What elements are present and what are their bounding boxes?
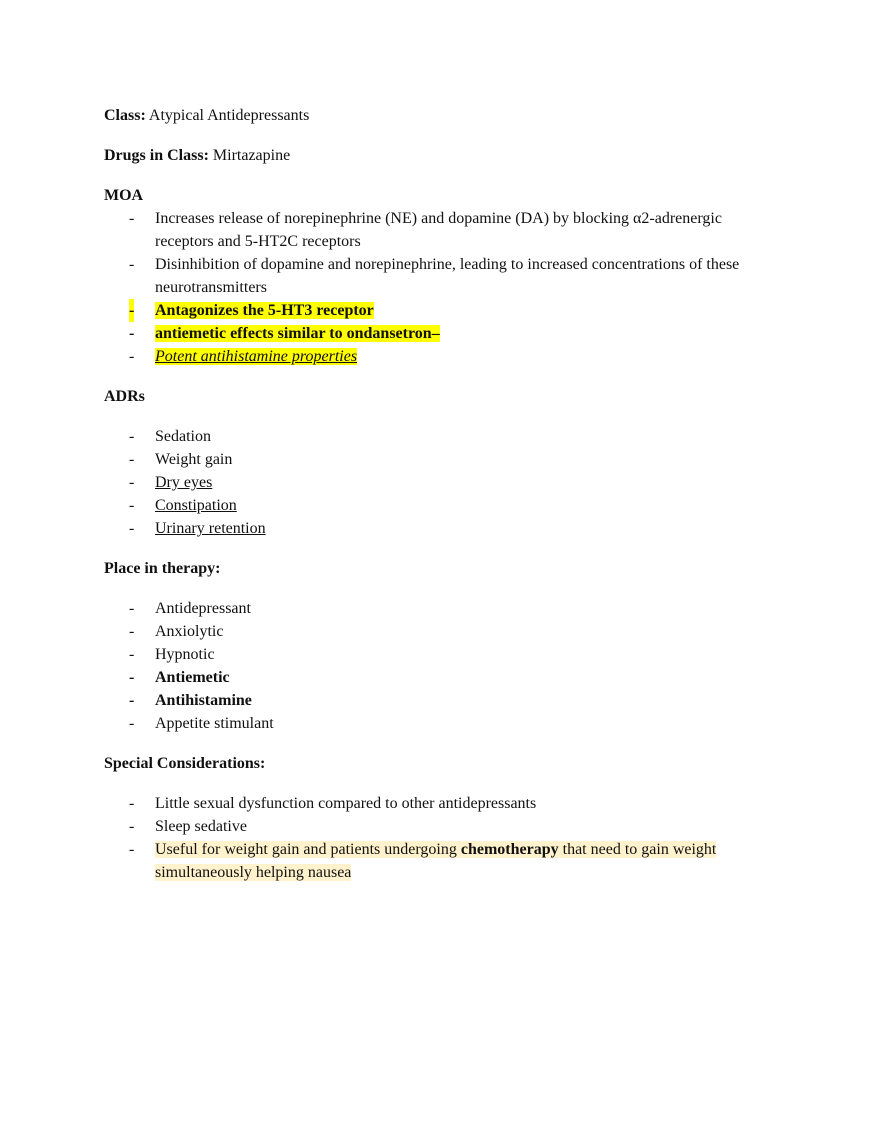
adrs-heading: ADRs — [104, 388, 145, 405]
list-item: - Antidepressant — [129, 600, 251, 617]
list-item: - Weight gain — [129, 451, 233, 468]
moa-sublist — [104, 322, 784, 345]
list-item: - Dry eyes — [129, 474, 213, 491]
special-heading: Special Considerations: — [104, 755, 266, 772]
class-label: Class: — [104, 107, 146, 124]
moa-heading: MOA — [104, 187, 144, 204]
list-item: - Little sexual dysfunction compared to other antidepressants — [129, 795, 537, 812]
moa-list — [104, 207, 784, 322]
list-item: - Hypnotic — [129, 646, 215, 663]
document-page — [104, 104, 784, 884]
list-item: - Sleep sedative — [129, 818, 247, 835]
list-item: - Sedation — [129, 428, 211, 445]
list-item: - Potent antihistamine properties — [104, 345, 784, 368]
list-item: - Antagonizes the 5-HT3 receptor — [104, 299, 784, 322]
list-item: - Useful for weight gain and patients undergoing chemotherapy that need to gain weight simultaneously helping nausea — [104, 838, 784, 884]
list-item: - Antiemetic — [129, 669, 230, 686]
drugs-line — [104, 144, 784, 167]
list-item: - Anxiolytic — [129, 623, 224, 640]
list-item: - Antihistamine — [129, 692, 252, 709]
class-value: Atypical Antidepressants — [145, 107, 310, 124]
list-item: - Urinary retention — [129, 520, 266, 537]
list-item: - antiemetic effects similar to ondansetron– — [104, 322, 784, 345]
drugs-label: Drugs in Class: — [104, 147, 209, 164]
list-item: - Disinhibition of dopamine and norepinephrine, leading to increased concentrations of these neurotransmitters — [129, 256, 740, 296]
list-item: - Constipation — [129, 497, 237, 514]
adrs-list — [104, 425, 784, 540]
drugs-value: Mirtazapine — [208, 147, 291, 164]
therapy-heading: Place in therapy: — [104, 560, 221, 577]
list-item: - Appetite stimulant — [129, 715, 274, 732]
therapy-list — [104, 597, 784, 735]
list-item: - Increases release of norepinephrine (NE) and dopamine (DA) by blocking α2-adrenergic receptors and 5-HT2C receptors — [129, 210, 722, 250]
class-line — [104, 104, 784, 127]
special-list — [104, 792, 784, 884]
